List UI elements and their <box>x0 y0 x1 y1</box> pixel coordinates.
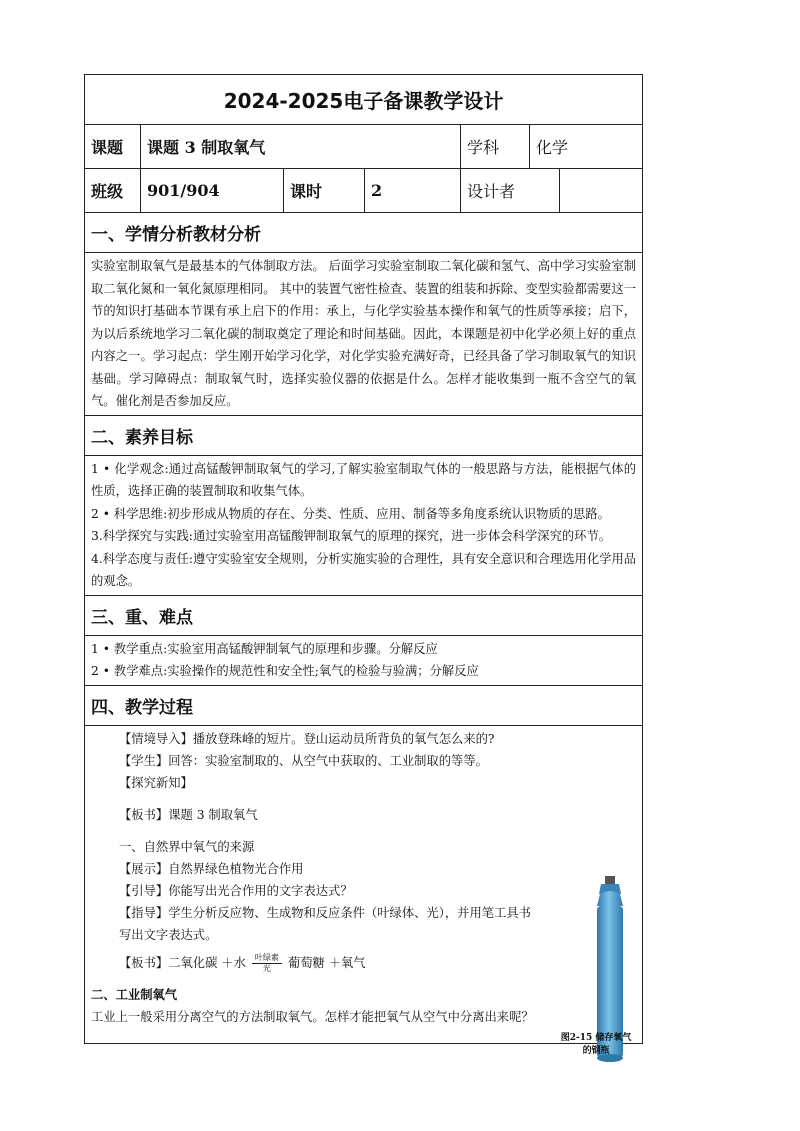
section-title-process: 四、教学过程 <box>85 685 643 725</box>
process-line: 【情境导入】播放登珠峰的短片。登山运动员所背负的氧气怎么来的? <box>119 731 495 746</box>
goals-list <box>85 455 643 595</box>
section-title-key-points: 三、重、难点 <box>85 595 643 635</box>
designer-label: 设计者 <box>461 169 560 213</box>
lesson-plan-table <box>84 74 643 1056</box>
equation-products: 葡萄糖 ＋氧气 <box>287 955 366 970</box>
hours-value: 2 <box>365 169 461 213</box>
process-line: 一、自然界中氧气的来源 <box>119 839 255 854</box>
section-title-goals: 二、素养目标 <box>85 415 643 455</box>
class-label: 班级 <box>85 169 141 213</box>
equation-condition-top: 叶绿素 <box>252 953 282 964</box>
goal-item: 3.科学探究与实践:通过实验室用高锰酸钾制取氧气的原理的探究，进一步体会科学深究的环节。 <box>91 529 612 543</box>
goal-item: 2 • 科学思维:初步形成从物质的存在、分类、性质、应用、制备等多角度系统认识物质的思路。 <box>91 506 610 521</box>
key-point-item: 2 • 教学难点:实验操作的规范性和安全性;氧气的检验与验满；分解反应 <box>91 664 479 678</box>
process-line: 【引导】你能写出光合作用的文字表达式？ <box>119 883 353 898</box>
process-line: 工业上一般采用分离空气的方法制取氧气。怎样才能把氧气从空气中分离出来呢？ <box>91 1009 534 1024</box>
topic-value: 课题 3 制取氧气 <box>141 125 461 169</box>
analysis-text <box>85 253 643 416</box>
process-subheading: 二、工业制氧气 <box>91 987 178 1002</box>
process-line: 【探究新知】 <box>119 775 193 790</box>
goal-item: 4.科学态度与责任:遵守实验室安全规则，分析实施实验的合理性，具有安全意识和合理选用化学用品的观念。 <box>91 551 637 588</box>
hours-label: 课时 <box>284 169 365 213</box>
process-line: 【展示】自然界绿色植物光合作用 <box>119 861 304 876</box>
page-title: 2024-2025电子备课教学设计 <box>85 75 643 125</box>
process-line: 【板书】课题 3 制取氧气 <box>119 807 258 822</box>
figure-caption-line: 图2-15 储存氧气 <box>560 1032 632 1043</box>
equation-line <box>91 952 636 974</box>
process-content <box>85 725 643 1056</box>
topic-label: 课题 <box>85 125 141 169</box>
key-point-item: 1 • 教学重点:实验室用高锰酸钾制氧气的原理和步骤。分解反应 <box>91 641 438 656</box>
figure-caption-line: 的钢瓶 <box>582 1045 610 1056</box>
analysis-paragraph: 实验室制取氧气是最基本的气体制取方法。 后面学习实验室制取二氧化碳和氢气、高中学习实验室制取二氧化氮和一氧化氮原理相同。 其中的装置气密性检查、装置的组装和拆除、变型实验都需要这一节的知识打基础本节课有承上启下的作用：承上，与化学实验基本操作和氧气的性质等承接；启下，为以后系统地学习二氧化碳的制取奠定了理论和时间基础。因此，本课题是初中化学必须上好的重点内容之一。学习起点：学生刚开始学习化学，对化学实验充满好奇，已经具备了学习制取氧气的知识基础。学习障碍点：制取氧气时，选择实验仪器的依据是什么。怎样才能收集到一瓶不含空气的氧气。催化剂是否参加反应。 <box>91 259 637 408</box>
section-title-analysis: 一、学情分析教材分析 <box>85 213 643 253</box>
class-value: 901/904 <box>141 169 284 213</box>
process-line: 【学生】回答：实验室制取的、从空气中获取的、工业制取的等等。 <box>119 753 488 768</box>
lesson-plan-sheet <box>84 74 642 1056</box>
goal-item: 1 • 化学观念:通过高锰酸钾制取氧气的学习,了解实验室制取气体的一般思路与方法，能根据气体的性质，选择正确的装置制取和收集气体。 <box>91 461 637 498</box>
equation-reactants: 【板书】二氧化碳 ＋水 <box>119 955 246 970</box>
key-points-list <box>85 635 643 685</box>
figure-caption <box>554 1032 638 1058</box>
designer-value <box>560 169 643 213</box>
equation-condition <box>252 953 282 974</box>
subject-label: 学科 <box>461 125 530 169</box>
subject-value: 化学 <box>530 125 643 169</box>
equation-condition-bottom: 光 <box>262 963 271 973</box>
process-line: 【指导】学生分析反应物、生成物和反应条件（叶绿体、光），并用笔工具书写出文字表达式。 <box>119 905 531 942</box>
